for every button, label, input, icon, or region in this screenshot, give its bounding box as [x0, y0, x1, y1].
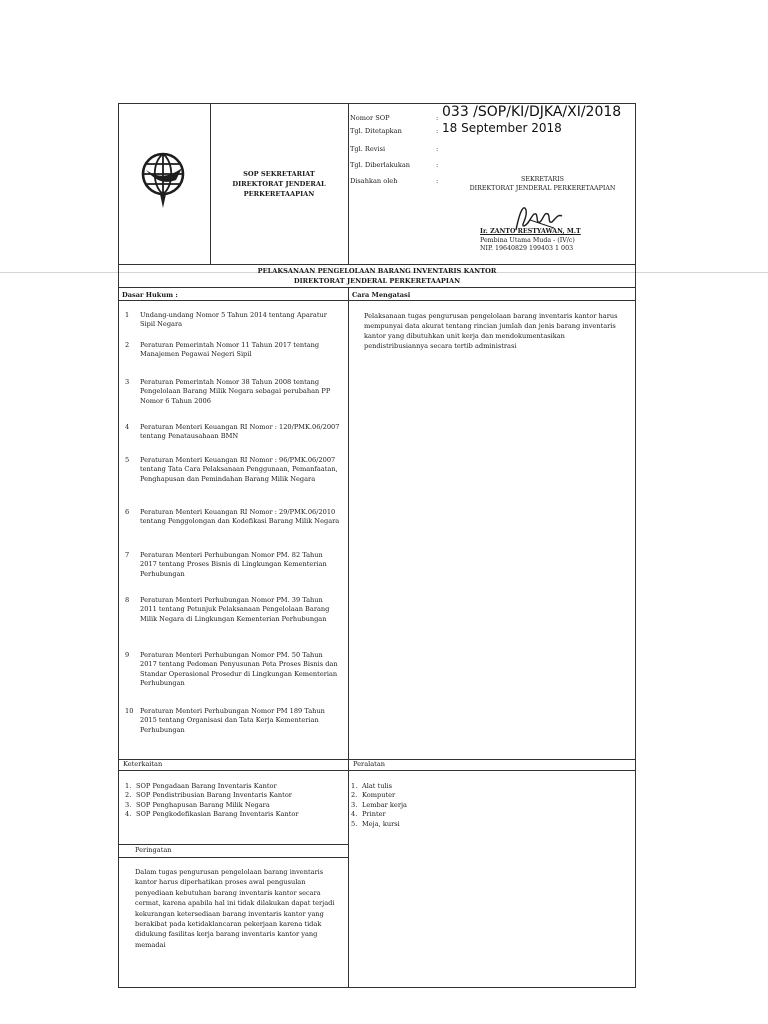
meta-label: Tgl. Ditetapkan [350, 127, 402, 135]
row-separator [119, 770, 635, 771]
logo-cell [119, 104, 211, 264]
list-item: 2. SOP Pendistribusian Barang Inventaris Kantor [125, 791, 292, 800]
list-item: 4. Printer [351, 810, 386, 819]
sop-title: SOP SEKRETARIAT DIREKTORAT JENDERAL PERKERETAAPIAN [232, 170, 326, 198]
list-item: 3. SOP Penghapusan Barang Milik Negara [125, 800, 270, 809]
signer-details [480, 228, 635, 254]
meta-colon: : [436, 114, 439, 122]
meta-label: Tgl. Revisi [350, 145, 386, 153]
nomor-sop-value: 033 /SOP/KI/DJKA/XI/2018 [442, 104, 622, 120]
signer-office [450, 176, 635, 193]
cara-mengatasi-heading: Cara Mengatasi [349, 289, 635, 301]
list-item: 3. Lembar kerja [351, 800, 407, 809]
meta-colon: : [436, 161, 439, 169]
signer-office-line2: DIREKTORAT JENDERAL PERKERETAAPIAN [469, 184, 616, 192]
list-item: 1. Alat tulis [351, 782, 393, 790]
dasar-hukum-heading: Dasar Hukum : [119, 289, 348, 301]
signer-rank: Pembina Utama Muda - (IV/c) [480, 236, 575, 244]
meta-colon: : [436, 145, 439, 153]
sop-meta [350, 104, 635, 264]
procedure-title-line1: PELAKSANAAN PENGELOLAAN BARANG INVENTARIS KANTOR [257, 267, 497, 275]
keterkaitan-list [125, 782, 345, 820]
list-item: 1. SOP Pengadaan Barang Inventaris Kantor [125, 782, 277, 790]
keterkaitan-heading: Keterkaitan [123, 760, 163, 768]
peralatan-heading: Peralatan [353, 760, 385, 768]
row-separator [119, 857, 348, 858]
peralatan-list [351, 782, 551, 829]
sop-header [119, 104, 635, 265]
signer-office-line1: SEKRETARIS [521, 176, 564, 183]
meta-label: Nomor SOP [350, 114, 390, 122]
sop-document [118, 103, 636, 988]
signer-nip: NIP. 19640829 199403 1 003 [480, 245, 574, 252]
meta-colon: : [436, 177, 439, 185]
signer-name: Ir. ZANTO RESTYAWAN, M.T [480, 228, 581, 235]
meta-colon: : [436, 127, 439, 135]
meta-label: Disahkan oleh [350, 177, 398, 185]
dasar-hukum-list: 1 Undang-undang Nomor 5 Tahun 2014 tentang Aparatur Sipil Negara 2 Peraturan Pemerintah Nomor 11 Tahun 2017 tentang Manajemen Pegawai Negeri Sipil 3 Peraturan Pemerintah Nomor 38 Tahun 2008 tentang Pengelolaan Barang Milik Negara sebagai perubahan PP Nomor 6 Tahun 2006 4 Peraturan Menteri Keuangan RI Nomor : 120/PMK.06/2007 tentang Penatausahaan BMN 5 Peraturan Menteri Keuangan RI Nomor : 96/PMK.06/2007 tentang Tata Cara Pelaksanaan Penggunaan, Pemanfaatan, Penghapusan dan Pemindahan Barang Milik Negara 6 Peraturan Menteri Keuangan RI Nomor : 29/PMK.06/2010 tentang Penggolongan dan Kodefikasi Barang Milik Negara 7 Peraturan Menteri Perhubungan Nomor PM. 82 Tahun 2017 tentang Proses Bisnis di Lingkungan Kementerian Perhubungan 8 Peraturan Menteri Perhubungan Nomor PM. 39 Tahun 2011 tentang Petunjuk Pelaksanaan Pengelolaan Barang Milik Negara di Lingkungan Kementerian Perhubungan 9 Peraturan Menteri Perhubungan Nomor PM. 50 Tahun 2017 tentang Pedoman Penyusunan Peta Proses Bisnis dan Standar Operasional Prosedur di Lingkungan Kementerian Perhubungan 10 Peraturan Menteri Perhubungan Nomor PM 189 Tahun 2015 tentang Organisasi dan Tata Kerja Kementerian Perhubungan [125, 311, 340, 734]
peringatan-heading: Peringatan [135, 846, 172, 854]
list-item: 4. SOP Pengkodefikasian Barang Inventaris Kantor [125, 810, 299, 819]
procedure-title [119, 264, 635, 288]
column-divider [348, 288, 349, 987]
meta-label: Tgl. Diberlakukan [350, 161, 411, 169]
sop-title-cell [210, 104, 349, 264]
list-item: 5. Meja, kursi [351, 819, 400, 828]
list-item: 2. Komputer [351, 791, 396, 800]
procedure-title-line2: DIREKTORAT JENDERAL PERKERETAAPIAN [293, 277, 461, 285]
cara-mengatasi-text: Pelaksanaan tugas pengurusan pengelolaan barang inventaris kantor harus mempunyai data akurat tentang rincian jumlah dan jenis barang inventaris kantor yang dibutuhkan unit kerja dan mendokumentasikan pendistribusiannya secara tertib administrasi [364, 312, 618, 350]
peringatan-text: Dalam tugas pengurusan pengelolaan barang inventaris kantor harus diperhatikan proses awal pengusulan penyediaan kebutuhan barang inventaris kantor secara cermat, karena apabila hal ini tidak dilakukan dapat terjadi kekurangan ketersediaan barang inventaris kantor yang berakibat pada ketidaklancaran pekerjaan karena tidak didukung fasilitas kerja barang inventaris kantor yang memadai [135, 868, 335, 949]
tgl-ditetapkan-value: 18 September 2018 [442, 121, 562, 135]
ministry-logo [138, 148, 188, 210]
